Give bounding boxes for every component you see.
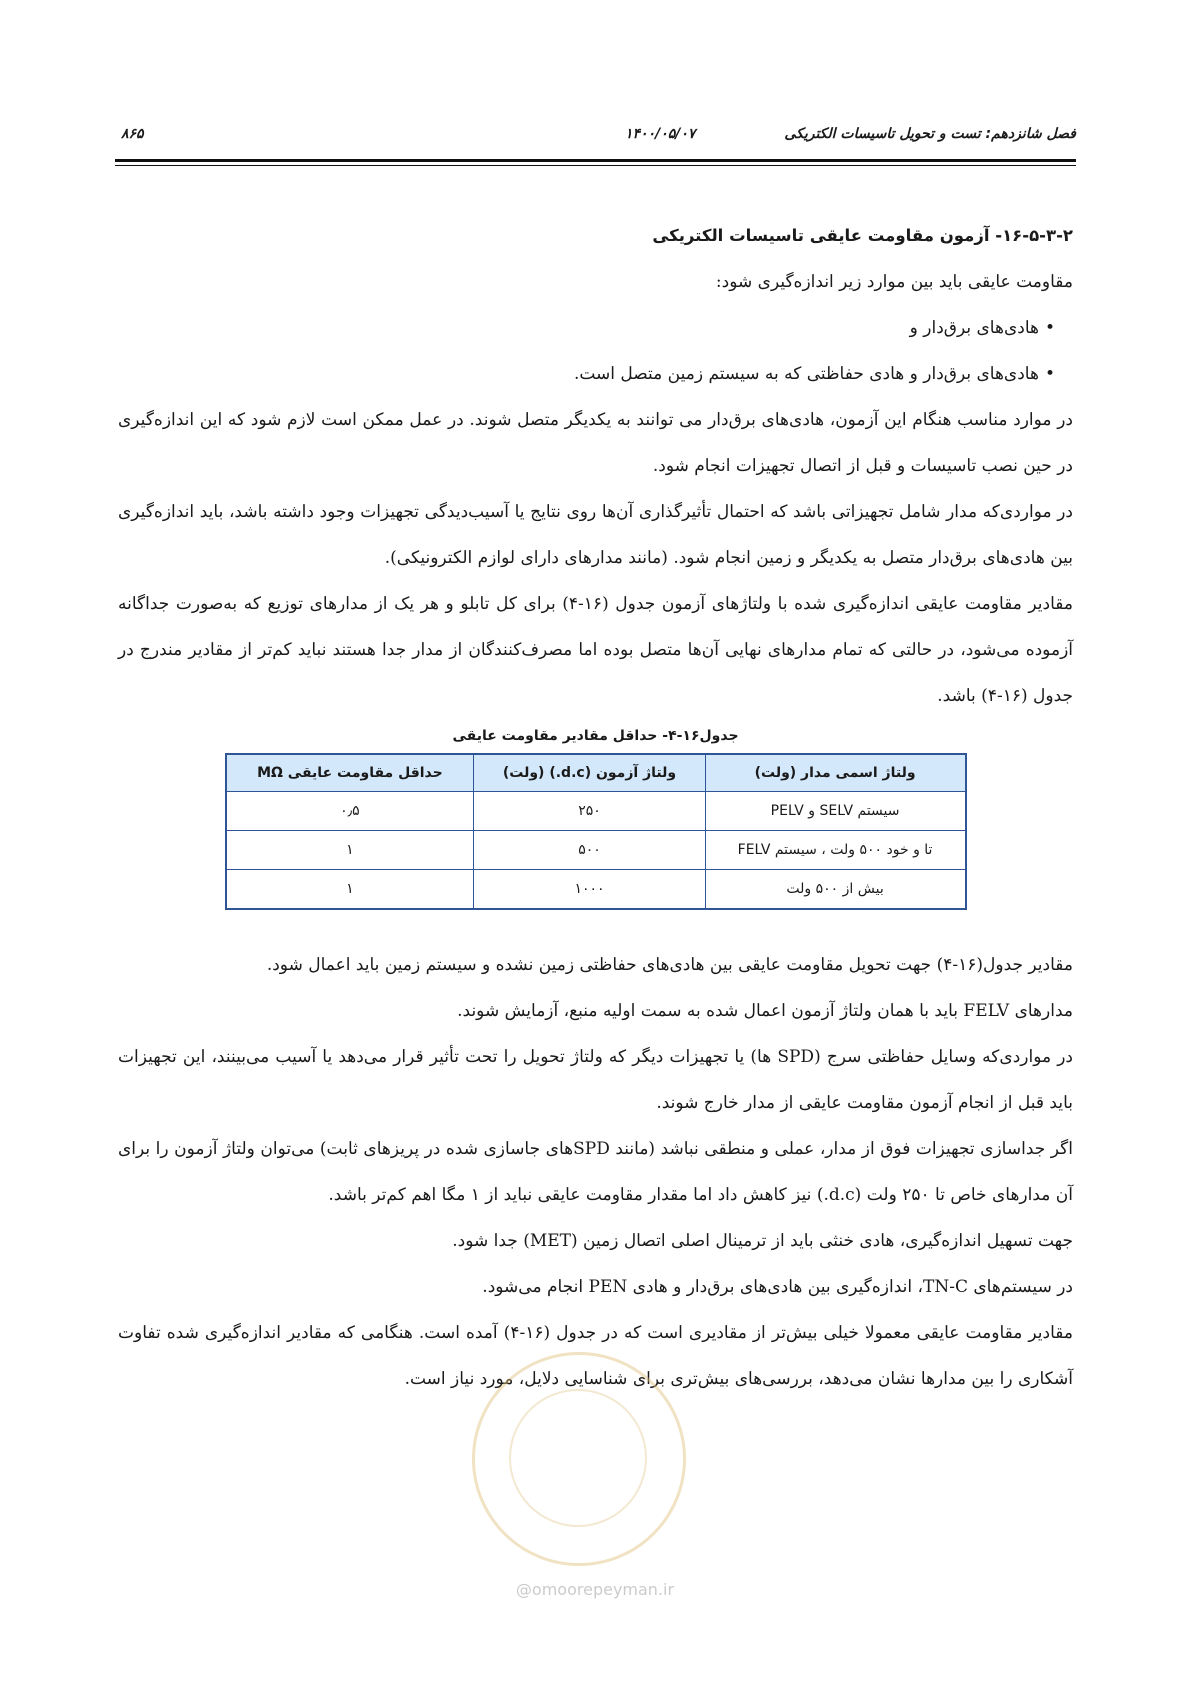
paragraph: جهت تسهیل اندازه‌گیری، هادی خنثی باید از ترمینال اصلی اتصال زمین (MET) جدا شود. — [452, 1231, 1073, 1251]
table-row — [226, 870, 966, 910]
table-cell: بیش از ۵۰۰ ولت — [705, 870, 965, 910]
paragraph: اگر جداسازی تجهیزات فوق از مدار، عملی و منطقی نباشد (مانند SPDهای جاسازی شده در پریزهای ثابت) می‌توان ولتاژ آزمون را برای آن مدارهای خاص تا ۲۵۰ ولت (d.c.) نیز کاهش داد اما مقدار مقاومت عایقی نباید از ۱ مگا اهم کم‌تر باشد. — [118, 1139, 1073, 1205]
page-header — [115, 126, 1076, 150]
paragraph: مقاومت عایقی باید بین موارد زیر اندازه‌گیری شود: — [715, 272, 1073, 292]
page-body — [118, 213, 1073, 1402]
watermark-text: @omoorepeyman.ir — [515, 1580, 675, 1599]
header-rule-thick — [115, 159, 1076, 162]
table-cell: ۵۰۰ — [474, 831, 705, 870]
table-header-row — [226, 754, 966, 792]
paragraph: در مواردی‌که مدار شامل تجهیزاتی باشد که احتمال تأثیرگذاری آن‌ها روی نتایج یا آسیب‌دیدگی تجهیزات وجود داشته باشد، باید اندازه‌گیری بین هادی‌های برق‌دار متصل به یکدیگر و زمین انجام شود. (مانند مدارهای دارای لوازم الکترونیکی). — [118, 502, 1073, 568]
bullet-item: • هادی‌های برق‌دار و هادی حفاظتی که به سیستم زمین متصل است. — [118, 351, 1055, 397]
watermark-seal-inner — [509, 1389, 647, 1527]
paragraph: مقادیر مقاومت عایقی معمولا خیلی بیش‌تر از مقادیری است که در جدول (۱۶-۴) آمده است. هنگامی که مقادیر اندازه‌گیری شده تفاوت آشکاری را بین مدارها نشان می‌دهد، بررسی‌های بیش‌تری برای شناسایی دلایل، مورد نیاز است. — [118, 1323, 1073, 1389]
table-cell: ۱ — [226, 870, 474, 910]
table-caption: جدول۱۶-۴- حداقل مقادیر مقاومت عایقی — [452, 728, 739, 744]
column-header: ولتاژ آزمون (d.c.) (ولت) — [474, 754, 705, 792]
header-date: ۱۴۰۰/۰۵/۰۷ — [625, 126, 696, 142]
header-rule-thin — [115, 165, 1076, 166]
paragraph: در مواردی‌که وسایل حفاظتی سرج (SPD ها) یا تجهیزات دیگر که ولتاژ تحویل را تحت تأثیر قرار می‌دهد یا آسیب می‌بینند، این تجهیزات باید قبل از انجام آزمون مقاومت عایقی از مدار خارج شوند. — [118, 1047, 1073, 1113]
table-row — [226, 831, 966, 870]
after-table-block — [118, 942, 1073, 1402]
column-header: حداقل مقاومت عایقی MΩ — [226, 754, 474, 792]
paragraph: مدارهای FELV باید با همان ولتاژ آزمون اعمال شده به سمت اولیه منبع، آزمایش شوند. — [457, 1001, 1073, 1021]
paragraph: در سیستم‌های TN-C، اندازه‌گیری بین هادی‌های برق‌دار و هادی PEN انجام می‌شود. — [482, 1277, 1073, 1297]
bullet-item: • هادی‌های برق‌دار و — [118, 305, 1055, 351]
paragraph: مقادیر مقاومت عایقی اندازه‌گیری شده با ولتاژهای آزمون جدول (۱۶-۴) برای کل تابلو و هر یک از مدارهای توزیع که به‌صورت جداگانه آزموده می‌شود، در حالتی که تمام مدارهای نهایی آن‌ها متصل بوده اما مصرف‌کنندگان از مدار جدا هستند نباید کم‌تر از مقادیر مندرج در جدول (۱۶-۴) باشد. — [118, 594, 1073, 706]
table-cell: ۱ — [226, 831, 474, 870]
table-cell: ۲۵۰ — [474, 792, 705, 831]
paragraph: مقادیر جدول(۱۶-۴) جهت تحویل مقاومت عایقی بین هادی‌های حفاظتی زمین نشده و سیستم زمین باید اعمال شود. — [266, 955, 1073, 975]
table-cell: تا و خود ۵۰۰ ولت ، سیستم FELV — [705, 831, 965, 870]
chapter-title: فصل شانزدهم: تست و تحویل تاسیسات الکتریکی — [784, 126, 1076, 142]
table-cell: ۰٫۵ — [226, 792, 474, 831]
table-cell: ۱۰۰۰ — [474, 870, 705, 910]
section-title: ۱۶-۵-۳-۲- آزمون مقاومت عایقی تاسیسات الکتریکی — [652, 226, 1073, 245]
column-header: ولتاژ اسمی مدار (ولت) — [705, 754, 965, 792]
paragraph: در موارد مناسب هنگام این آزمون، هادی‌های برق‌دار می توانند به یکدیگر متصل شوند. در عمل ممکن است لازم شود که این اندازه‌گیری در حین نصب تاسیسات و قبل از اتصال تجهیزات انجام شود. — [118, 410, 1073, 476]
table-row — [226, 792, 966, 831]
insulation-resistance-table — [225, 753, 967, 910]
bullet-list — [118, 305, 1073, 397]
table-cell: سیستم SELV و PELV — [705, 792, 965, 831]
page-number: ۸۶۵ — [121, 126, 144, 142]
